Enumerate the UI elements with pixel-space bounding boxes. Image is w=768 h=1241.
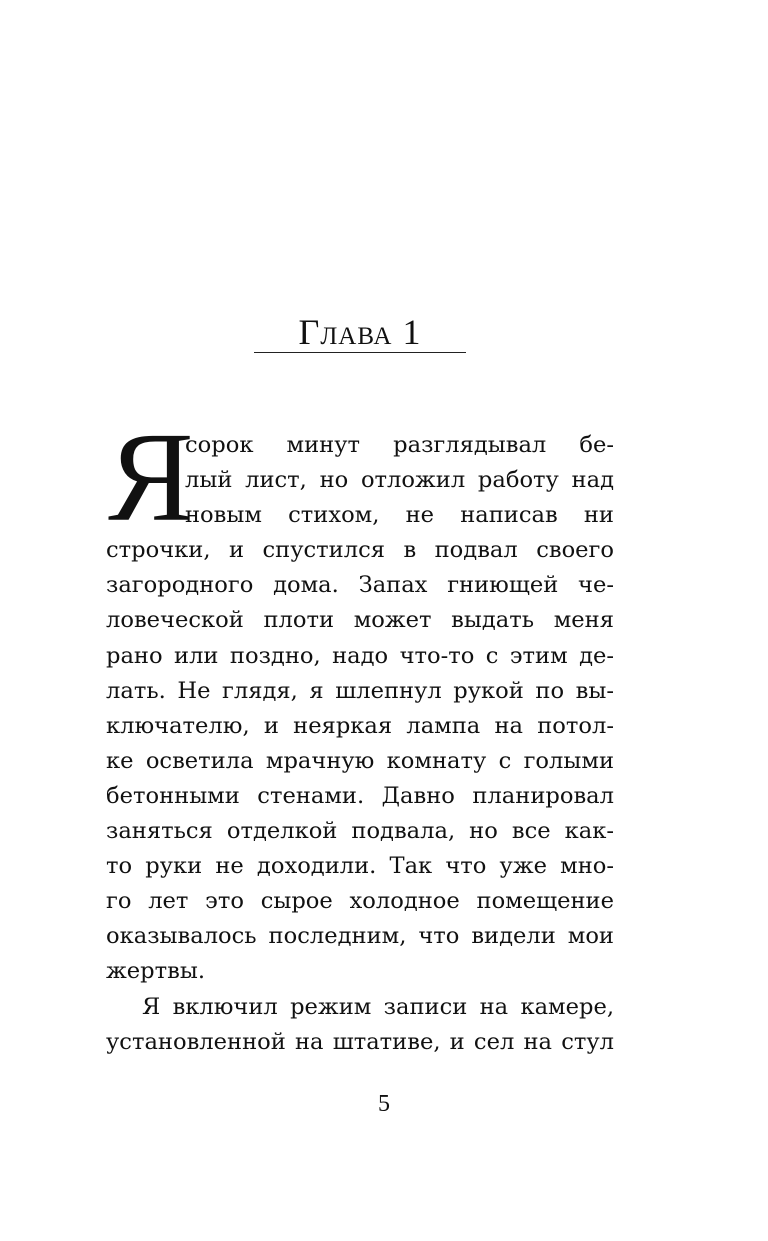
body-text [106, 428, 614, 1060]
text-line: ке осветила мрачную комнату с голыми [106, 747, 614, 774]
text-line: сорок минут разглядывал бе- [185, 432, 614, 458]
text-line: загородного дома. Запах гниющей че- [106, 572, 614, 599]
chapter-heading [254, 310, 466, 354]
text-line: лый лист, но отложил работу над [185, 467, 614, 494]
text-line: го лет это сырое холодное помещение [106, 888, 614, 915]
text-line: жертвы. [106, 958, 206, 985]
text-line: установленной на штативе, и сел на стул [106, 1028, 614, 1055]
text-line: заняться отделкой подвала, но все как- [106, 818, 614, 845]
page-number: 5 [378, 1091, 390, 1117]
text-line: бетонными стенами. Давно планировал [106, 782, 614, 809]
drop-cap: Я [108, 406, 194, 548]
text-line: рано или поздно, надо что-то с этим де- [106, 642, 614, 669]
text-line: ключателю, и неяркая лампа на потол- [106, 712, 614, 739]
text-line: оказывалось последним, что видели мои [106, 923, 614, 950]
text-line: ловеческой плоти может выдать меня [106, 607, 614, 634]
text-line: новым стихом, не написав ни [185, 502, 614, 529]
chapter-title: Глава 1 [298, 312, 422, 352]
text-line: Я включил режим записи на камере, [142, 993, 614, 1020]
text-line: лать. Не глядя, я шлепнул рукой по вы- [106, 677, 614, 704]
chapter-rule [254, 352, 466, 353]
text-line: то руки не доходили. Так что уже мно- [106, 853, 614, 880]
text-line: строчки, и спустился в подвал своего [106, 537, 614, 564]
